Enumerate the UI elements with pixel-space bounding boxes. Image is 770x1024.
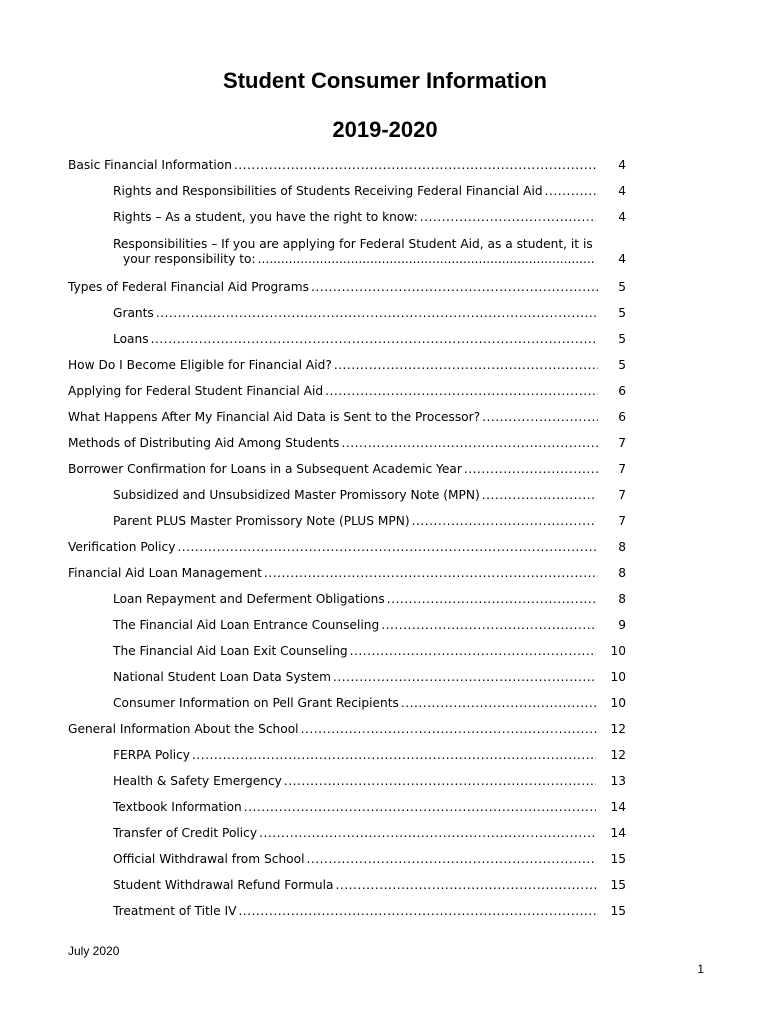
toc-entry-text: Financial Aid Loan Management [68, 566, 262, 580]
toc-entry-text: FERPA Policy [113, 748, 191, 762]
toc-leader-dots [311, 280, 598, 295]
page-number: 1 [697, 962, 704, 976]
toc-page-number: 4 [618, 158, 626, 172]
toc-page-number: 4 [618, 210, 626, 224]
toc-entry[interactable] [113, 670, 626, 685]
toc-entry[interactable] [68, 280, 626, 295]
toc-entry[interactable] [113, 774, 626, 789]
toc-entry[interactable] [113, 904, 626, 919]
toc-entry-text: Rights and Responsibilities of Students Receiving Federal Financial Aid [113, 184, 543, 198]
toc-page-number: 7 [618, 488, 626, 502]
toc-page-number: 13 [610, 774, 626, 788]
toc-entry[interactable] [113, 852, 626, 867]
toc-leader-dots [234, 158, 598, 173]
toc-leader-dots [177, 540, 598, 555]
toc-page-number: 9 [618, 618, 626, 632]
toc-page-number: 8 [618, 592, 626, 606]
toc-entry[interactable] [113, 878, 626, 893]
toc-entry-text: Borrower Confirmation for Loans in a Subsequent Academic Year [68, 462, 462, 476]
toc-entry-text: Basic Financial Information [68, 158, 232, 172]
toc-leader-dots [244, 800, 596, 815]
toc-page-number: 7 [618, 514, 626, 528]
toc-entry[interactable] [68, 158, 626, 173]
toc-page-number: 5 [618, 332, 626, 346]
toc-entry[interactable] [68, 540, 626, 555]
toc-entry-text: Loan Repayment and Deferment Obligations [113, 592, 385, 606]
toc-page-number: 15 [610, 878, 626, 892]
toc-leader-dots [264, 566, 598, 581]
toc-page-number: 14 [610, 826, 626, 840]
toc-entry[interactable] [113, 748, 626, 763]
toc-entry[interactable] [113, 184, 626, 199]
toc-page-number: 7 [618, 462, 626, 476]
toc-leader-dots [284, 774, 596, 789]
toc-entry-text: Types of Federal Financial Aid Programs [68, 280, 309, 294]
toc-entry-text: Student Withdrawal Refund Formula [113, 878, 334, 892]
toc-page-number: 15 [610, 904, 626, 918]
toc-leader-dots [333, 670, 596, 685]
toc-leader-dots [192, 748, 596, 763]
toc-leader-dots [301, 722, 598, 737]
toc-leader-dots [464, 462, 598, 477]
toc-page-number: 12 [610, 722, 626, 736]
toc-entry[interactable] [113, 800, 626, 815]
toc-page-number: 15 [610, 852, 626, 866]
toc-entry-text: Loans [113, 332, 149, 346]
toc-entry-text: National Student Loan Data System [113, 670, 332, 684]
toc-entry[interactable] [68, 410, 626, 425]
toc-entry[interactable] [113, 644, 626, 659]
toc-entry[interactable] [113, 210, 626, 225]
toc-leader-dots [238, 904, 596, 919]
toc-entry[interactable] [113, 332, 626, 347]
toc-entry-text: Grants [113, 306, 154, 320]
toc-page-number: 10 [610, 670, 626, 684]
toc-page-number: 8 [618, 566, 626, 580]
toc-page-number: 8 [618, 540, 626, 554]
toc-leader-dots [341, 436, 598, 451]
toc-entry-text: Parent PLUS Master Promissory Note (PLUS MPN) [113, 514, 410, 528]
toc-entry[interactable] [113, 592, 626, 607]
toc-entry-text: Responsibilities – If you are applying for Federal Student Aid, as a student, it is [113, 237, 593, 251]
toc-leader-dots [381, 618, 596, 633]
toc-entry-text: Official Withdrawal from School [113, 852, 305, 866]
toc-page-number: 14 [610, 800, 626, 814]
toc-entry-text: Treatment of Title IV [113, 904, 237, 918]
document-title: Student Consumer Information [223, 68, 547, 93]
toc-page-number: 10 [610, 696, 626, 710]
toc-leader-dots [151, 332, 596, 347]
toc-entry[interactable] [68, 384, 626, 399]
document-subtitle: 2019-2020 [332, 117, 438, 142]
toc-leader-dots [482, 410, 598, 425]
toc-entry[interactable] [68, 462, 626, 477]
toc-entry[interactable] [68, 566, 626, 581]
toc-page-number: 7 [618, 436, 626, 450]
toc-leader-dots [258, 252, 596, 267]
toc-page-number: 10 [610, 644, 626, 658]
toc-entry-text: The Financial Aid Loan Exit Counseling [113, 644, 348, 658]
toc-leader-dots [306, 852, 596, 867]
toc-page-number: 5 [618, 358, 626, 372]
toc-entry[interactable] [113, 488, 626, 503]
toc-entry[interactable] [68, 722, 626, 737]
toc-entry[interactable] [68, 436, 626, 451]
toc-entry-text: your responsibility to: [123, 252, 256, 266]
toc-entry[interactable] [113, 514, 626, 529]
toc-entry-text: Transfer of Credit Policy [113, 826, 258, 840]
toc-entry-text: General Information About the School [68, 722, 299, 736]
toc-entry[interactable] [113, 237, 626, 267]
toc-entry-text: Verification Policy [68, 540, 176, 554]
toc-entry[interactable] [113, 826, 626, 841]
toc-entry[interactable] [113, 618, 626, 633]
toc-entry-text: Consumer Information on Pell Grant Recipients [113, 696, 399, 710]
toc-entry-text: Applying for Federal Student Financial Aid [68, 384, 324, 398]
toc-page-number: 6 [618, 410, 626, 424]
toc-leader-dots [156, 306, 596, 321]
toc-entry-text: What Happens After My Financial Aid Data is Sent to the Processor? [68, 410, 481, 424]
toc-leader-dots [387, 592, 596, 607]
toc-leader-dots [335, 878, 596, 893]
toc-entry-text: Health & Safety Emergency [113, 774, 282, 788]
toc-entry-text: Rights – As a student, you have the right to know: [113, 210, 418, 224]
toc-page-number: 6 [618, 384, 626, 398]
toc-entry-text: How Do I Become Eligible for Financial Aid? [68, 358, 332, 372]
toc-leader-dots [325, 384, 598, 399]
toc-leader-dots [420, 210, 596, 225]
toc-leader-dots [334, 358, 598, 373]
toc-page-number: 4 [618, 252, 626, 266]
toc-entry-text: Methods of Distributing Aid Among Students [68, 436, 340, 450]
toc-page-number: 4 [618, 184, 626, 198]
toc-page-number: 12 [610, 748, 626, 762]
toc-entry[interactable] [113, 306, 626, 321]
toc-entry-text: Textbook Information [113, 800, 242, 814]
toc-leader-dots [259, 826, 596, 841]
toc-leader-dots [482, 488, 596, 503]
toc-entry-text: Subsidized and Unsubsidized Master Promissory Note (MPN) [113, 488, 480, 502]
toc-entry-text: The Financial Aid Loan Entrance Counseling [113, 618, 380, 632]
toc-page-number: 5 [618, 306, 626, 320]
toc-leader-dots [545, 184, 596, 199]
toc-leader-dots [401, 696, 596, 711]
toc-leader-dots [350, 644, 596, 659]
toc-entry[interactable] [113, 696, 626, 711]
toc-entry[interactable] [68, 358, 626, 373]
toc-leader-dots [412, 514, 596, 529]
footer-date: July 2020 [68, 944, 120, 958]
toc-page-number: 5 [618, 280, 626, 294]
